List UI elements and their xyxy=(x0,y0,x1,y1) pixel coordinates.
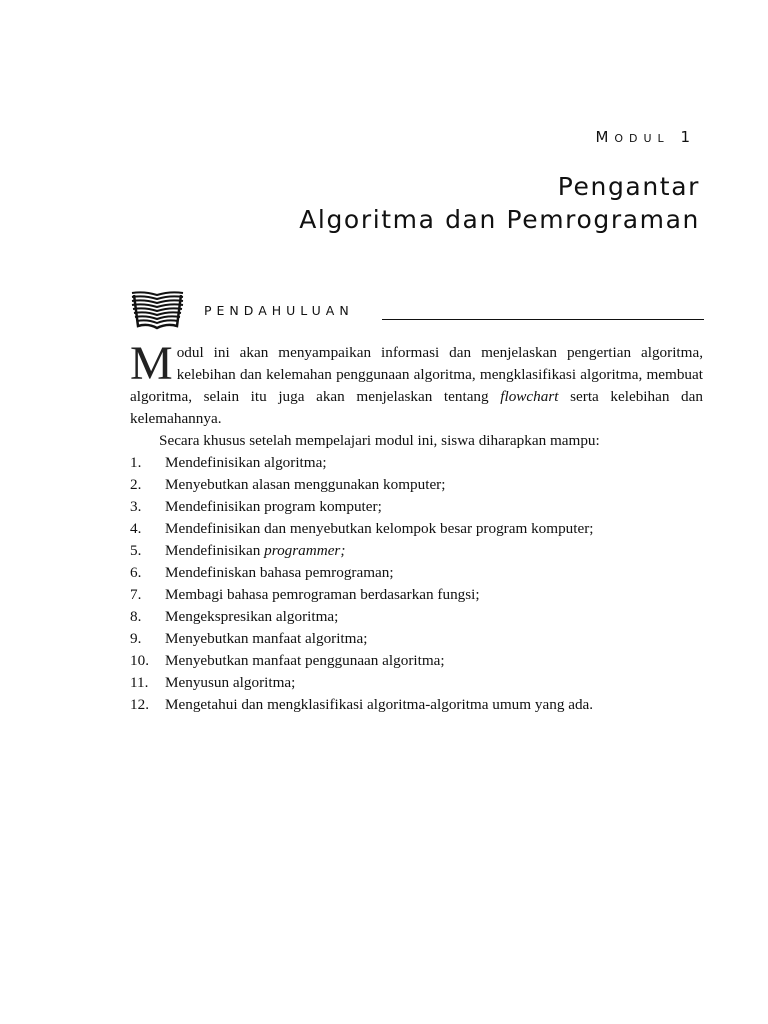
list-item-number: 2. xyxy=(130,476,142,493)
list-item-text: Menyusun algoritma; xyxy=(165,674,296,691)
list-item xyxy=(130,672,703,694)
section-rule xyxy=(382,319,704,320)
drop-cap: M xyxy=(130,337,173,390)
list-item-text: Menyebutkan manfaat penggunaan algoritma; xyxy=(165,652,445,669)
list-item-text: Menyebutkan alasan menggunakan komputer; xyxy=(165,476,446,493)
list-item-number: 6. xyxy=(130,564,142,581)
list-item-number: 4. xyxy=(130,520,142,537)
list-item-text: Mendefinisikan xyxy=(165,542,265,559)
list-item-number: 9. xyxy=(130,630,142,647)
list-item xyxy=(130,650,703,672)
list-item-text: Mengetahui dan mengklasifikasi algoritma-algoritma umum yang ada. xyxy=(165,696,594,713)
list-item xyxy=(130,540,703,562)
list-item-number: 7. xyxy=(130,586,142,603)
intro-text-end: serta kelebihan dan kelemahannya. xyxy=(130,388,703,427)
page-title-line2: Algoritma dan Pemrograman xyxy=(299,205,700,234)
section-header xyxy=(130,290,704,330)
intro-paragraph xyxy=(130,337,703,430)
open-book-icon xyxy=(130,290,185,330)
section-title: PENDAHULUAN xyxy=(204,303,354,318)
list-item xyxy=(130,694,703,716)
list-item xyxy=(130,518,703,540)
body-text xyxy=(130,337,703,716)
list-item-text: Mendefiniskan bahasa pemrograman; xyxy=(165,564,394,581)
list-item-number: 1. xyxy=(130,454,142,471)
module-label: Modul 1 xyxy=(595,128,696,146)
list-item-text: Membagi bahasa pemrograman berdasarkan fungsi; xyxy=(165,586,480,603)
list-item-text: Mengekspresikan algoritma; xyxy=(165,608,339,625)
page-title-line1: Pengantar xyxy=(557,172,700,201)
list-item-number: 3. xyxy=(130,498,142,515)
list-item xyxy=(130,584,703,606)
objectives-list xyxy=(130,452,703,716)
list-item xyxy=(130,562,703,584)
list-item xyxy=(130,628,703,650)
list-item-text: Mendefinisikan algoritma; xyxy=(165,454,327,471)
list-item xyxy=(130,496,703,518)
list-item-number: 5. xyxy=(130,542,142,559)
list-item-text: Menyebutkan manfaat algoritma; xyxy=(165,630,368,647)
list-item-number: 11. xyxy=(130,674,149,691)
list-item-number: 10. xyxy=(130,652,149,669)
intro-text: odul ini akan menyampaikan informasi dan menjelaskan pengertian algoritma, kelebihan dan kelemahan penggunaan algoritma, mengklasifikasi algoritma, membuat algoritma, selain itu juga akan menjelaskan tentang xyxy=(130,344,703,405)
list-item xyxy=(130,452,703,474)
list-item xyxy=(130,606,703,628)
list-item-text: Mendefinisikan dan menyebutkan kelompok besar program komputer; xyxy=(165,520,594,537)
list-item-italic: programmer; xyxy=(264,542,346,559)
list-item-number: 12. xyxy=(130,696,149,713)
list-item xyxy=(130,474,703,496)
objectives-intro-paragraph: Secara khusus setelah mempelajari modul ini, siswa diharapkan mampu: xyxy=(159,432,600,449)
list-item-number: 8. xyxy=(130,608,142,625)
intro-italic-term: flowchart xyxy=(500,388,559,405)
list-item-text: Mendefinisikan program komputer; xyxy=(165,498,382,515)
